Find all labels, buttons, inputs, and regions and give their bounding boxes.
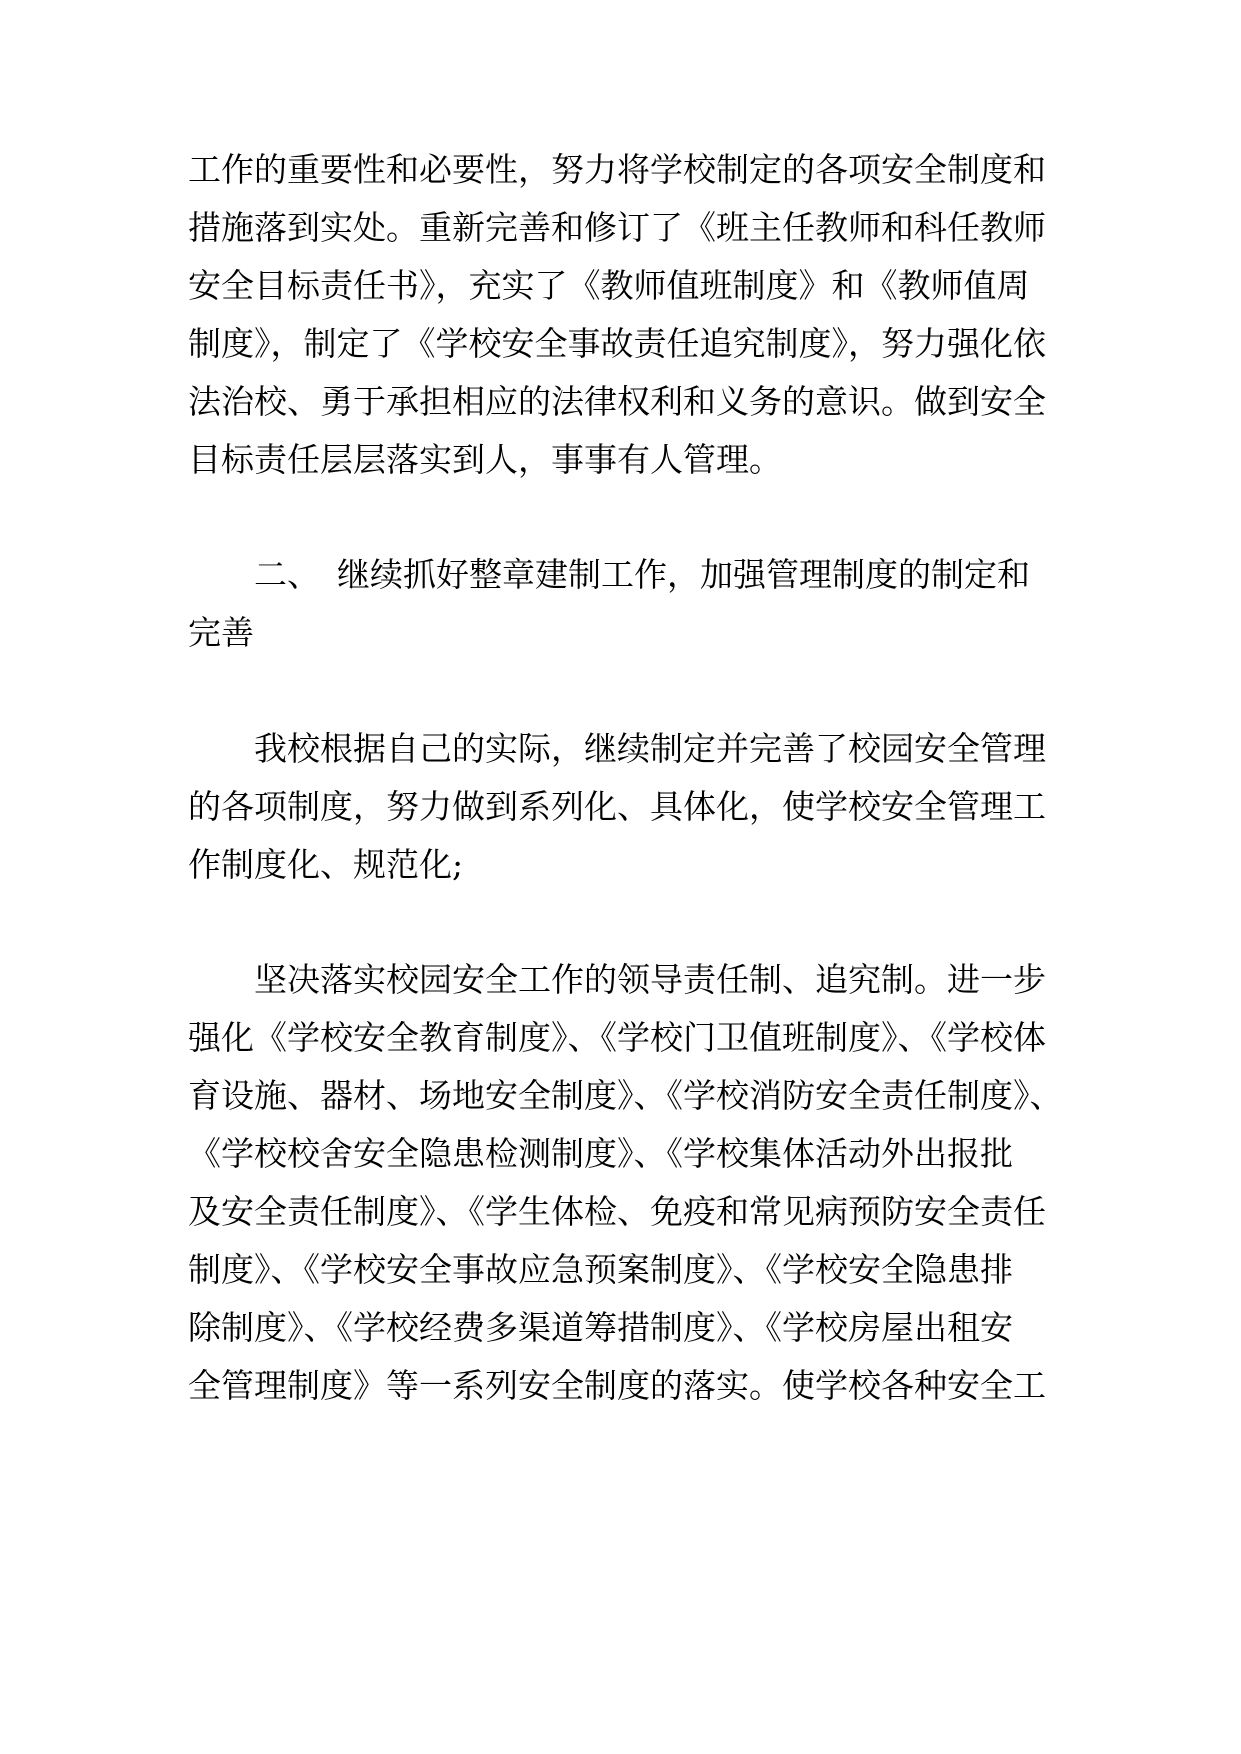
paragraph-3-line: 强化《学校安全教育制度》、《学校门卫值班制度》、《学校体: [188, 1018, 1046, 1057]
paragraph-3-line: 《学校校舍安全隐患检测制度》、《学校集体活动外出报批: [188, 1134, 1013, 1173]
paragraph-1-line: 工作的重要性和必要性，努力将学校制定的各项安全制度和: [188, 150, 1046, 189]
paragraph-3-line: 制度》、《学校安全事故应急预案制度》、《学校安全隐患排: [188, 1250, 1013, 1289]
paragraph-3-line: 及安全责任制度》、《学生体检、免疫和常见病预防安全责任: [188, 1192, 1046, 1231]
paragraph-3-line: 除制度》、《学校经费多渠道筹措制度》、《学校房屋出租安: [188, 1308, 1013, 1347]
paragraph-3-line: 坚决落实校园安全工作的领导责任制、追究制。进一步: [254, 960, 1046, 999]
paragraph-2-line: 我校根据自己的实际，继续制定并完善了校园安全管理: [254, 729, 1046, 768]
section-title: 继续抓好整章建制工作，加强管理制度的制定和: [337, 555, 1030, 594]
section-number: 二、: [254, 555, 320, 594]
section-title-continuation: 完善: [188, 613, 254, 652]
paragraph-1-line: 制度》，制定了《学校安全事故责任追究制度》，努力强化依: [188, 324, 1046, 363]
paragraph-2-line: 作制度化、规范化;: [188, 845, 464, 884]
paragraph-2-line: 的各项制度，努力做到系列化、具体化，使学校安全管理工: [188, 787, 1046, 826]
paragraph-1-line: 目标责任层层落实到人，事事有人管理。: [188, 440, 782, 479]
paragraph-1-line: 安全目标责任书》，充实了《教师值班制度》和《教师值周: [188, 266, 1030, 305]
paragraph-1-line: 措施落到实处。重新完善和修订了《班主任教师和科任教师: [188, 208, 1046, 247]
paragraph-3-line: 育设施、器材、场地安全制度》、《学校消防安全责任制度》、: [188, 1076, 1063, 1115]
paragraph-1-line: 法治校、勇于承担相应的法律权利和义务的意识。做到安全: [188, 382, 1046, 421]
paragraph-3-line: 全管理制度》等一系列安全制度的落实。使学校各种安全工: [188, 1366, 1046, 1405]
